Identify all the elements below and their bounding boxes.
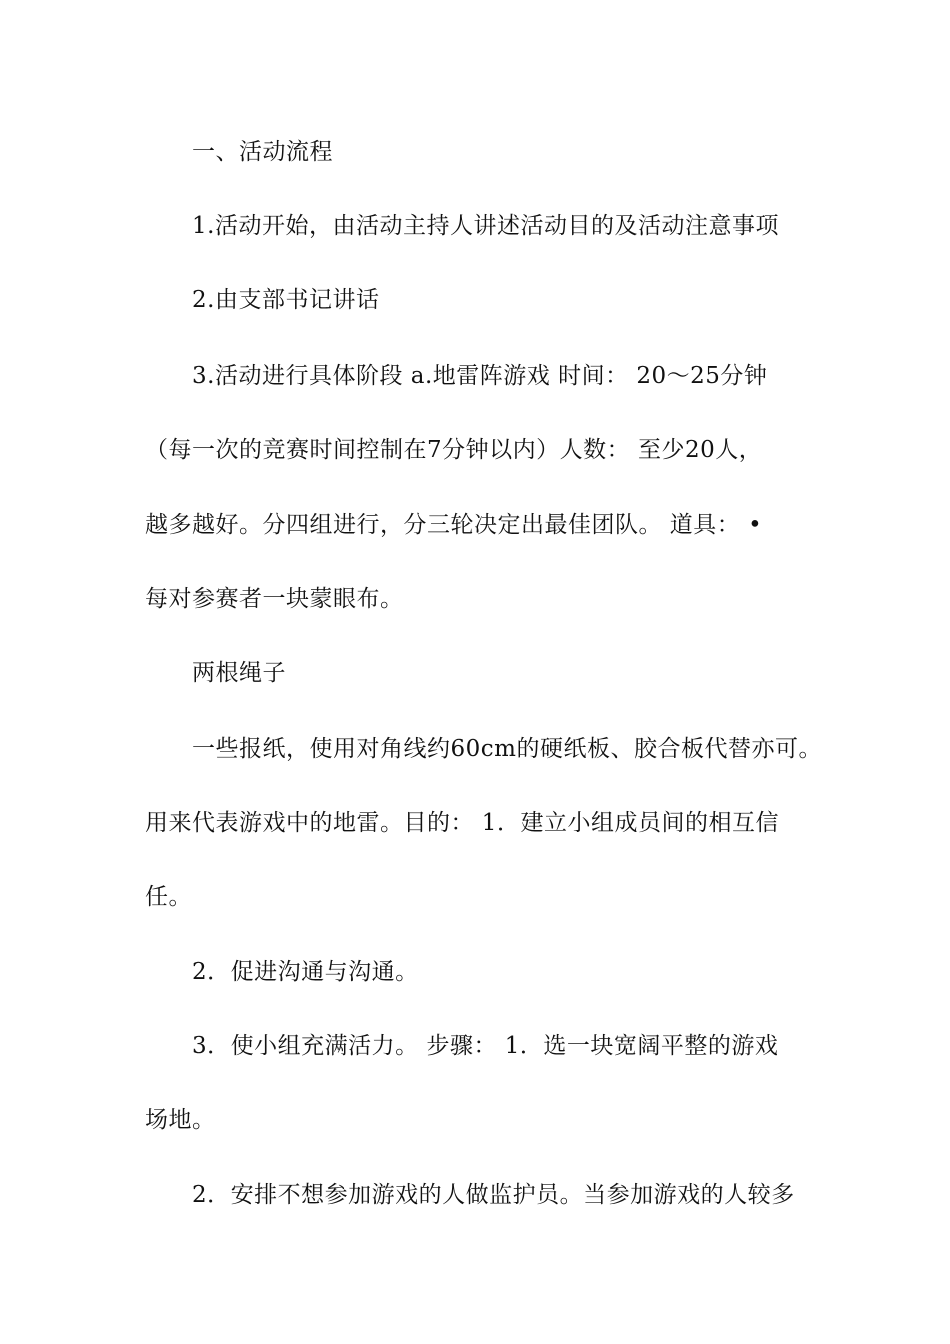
- paragraph-line: 1.活动开始，由活动主持人讲述活动目的及活动注意事项: [192, 213, 779, 239]
- paragraph-line: 3．使小组充满活力。 步骤： 1．选一块宽阔平整的游戏: [192, 1033, 779, 1059]
- paragraph-line: （每一次的竞赛时间控制在7分钟以内）人数： 至少20人，: [145, 437, 763, 463]
- paragraph-line: 一些报纸，使用对角线约60cm的硬纸板、胶合板代替亦可。: [192, 736, 822, 762]
- paragraph-line: 任。: [145, 884, 192, 910]
- paragraph-line: 2．促进沟通与沟通。: [192, 959, 419, 985]
- paragraph-line: 2.由支部书记讲话: [192, 287, 380, 313]
- paragraph-line: 3.活动进行具体阶段 a.地雷阵游戏 时间： 20～25分钟: [192, 363, 768, 389]
- paragraph-line: 每对参赛者一块蒙眼布。: [145, 586, 404, 612]
- paragraph-line: 用来代表游戏中的地雷。目的： 1．建立小组成员间的相互信: [145, 810, 779, 836]
- paragraph-line: 两根绳子: [192, 660, 286, 686]
- paragraph-line: 场地。: [145, 1107, 216, 1133]
- paragraph-line: 2．安排不想参加游戏的人做监护员。当参加游戏的人较多: [192, 1182, 795, 1208]
- section-heading: 一、活动流程: [192, 139, 333, 165]
- paragraph-line: 越多越好。分四组进行，分三轮决定出最佳团队。 道具： •: [145, 512, 763, 538]
